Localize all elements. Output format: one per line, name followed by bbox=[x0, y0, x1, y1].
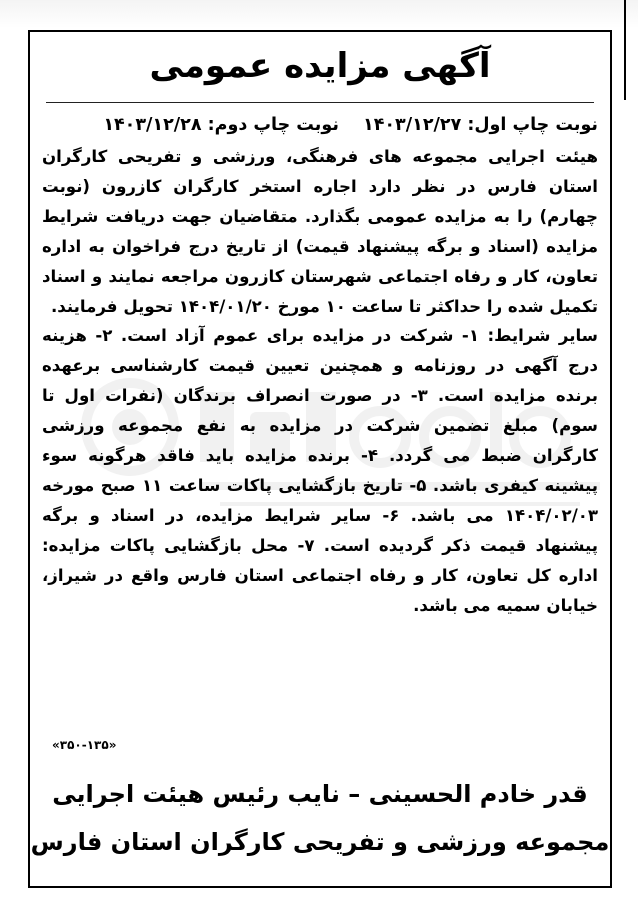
intro-paragraph: هیئت اجرایی مجموعه های فرهنگی، ورزشی و تفریحی کارگران استان فارس در نظر دارد اجاره استخر کارگران کازرون (نوبت چهارم) را به مزایده عمومی بگذارد. متقاضیان جهت دریافت شرایط مزایده (اسناد و برگه پیشنهاد قیمت) از تاریخ درج فراخوان به اداره تعاون، کار و رفاه اجتماعی شهرستان کازرون مراجعه نمایند و اسناد تکمیل شده را حداکثر تا ساعت ۱۰ مورخ ۱۴۰۴/۰۱/۲۰ تحویل فرمایند. bbox=[42, 147, 598, 316]
first-print-date: نوبت چاپ اول: ۱۴۰۳/۱۲/۲۷ bbox=[363, 115, 598, 135]
second-print-date: نوبت چاپ دوم: ۱۴۰۳/۱۲/۲۸ bbox=[103, 115, 339, 135]
signature-line-2: مجموعه ورزشی و تفریحی کارگران استان فارس bbox=[30, 828, 610, 856]
notice-title: آگهی مزایده عمومی bbox=[149, 46, 491, 86]
print-dates-row bbox=[42, 112, 598, 138]
adjacent-column-rule bbox=[624, 0, 626, 100]
title-divider bbox=[46, 102, 594, 103]
conditions-paragraph: سایر شرایط: ۱- شرکت در مزایده برای عموم آزاد است. ۲- هزینه درج آگهی در روزنامه و همچنین تعیین قیمت کارشناسی برعهده برنده مزایده است. ۳- در صورت انصراف برندگان (نفرات اول تا سوم) مبلغ تضمین شرکت در مزایده به نفع مجموعه ورزشی کارگران ضبط می گردد. ۴- برنده مزایده باید فاقد هرگونه سوء پیشینه کیفری باشد. ۵- تاریخ بازگشایی پاکات ساعت ۱۱ صبح مورخه ۱۴۰۴/۰۲/۰۳ می باشد. ۶- سایر شرایط مزایده، در اسناد و برگه پیشنهاد قیمت ذکر گردیده است. ۷- محل بازگشایی پاکات مزایده: اداره کل تعاون، کار و رفاه اجتماعی استان فارس واقع در شیراز، خیابان سمیه می باشد. bbox=[42, 326, 599, 615]
notice-frame bbox=[28, 30, 612, 888]
notice-body bbox=[42, 142, 598, 621]
signature-line-1: قدر خادم الحسینی – نایب رئیس هیئت اجرایی bbox=[52, 780, 588, 808]
ad-code: «۳۵۰-۱۳۵» bbox=[52, 738, 117, 752]
scan-edge bbox=[0, 0, 638, 28]
